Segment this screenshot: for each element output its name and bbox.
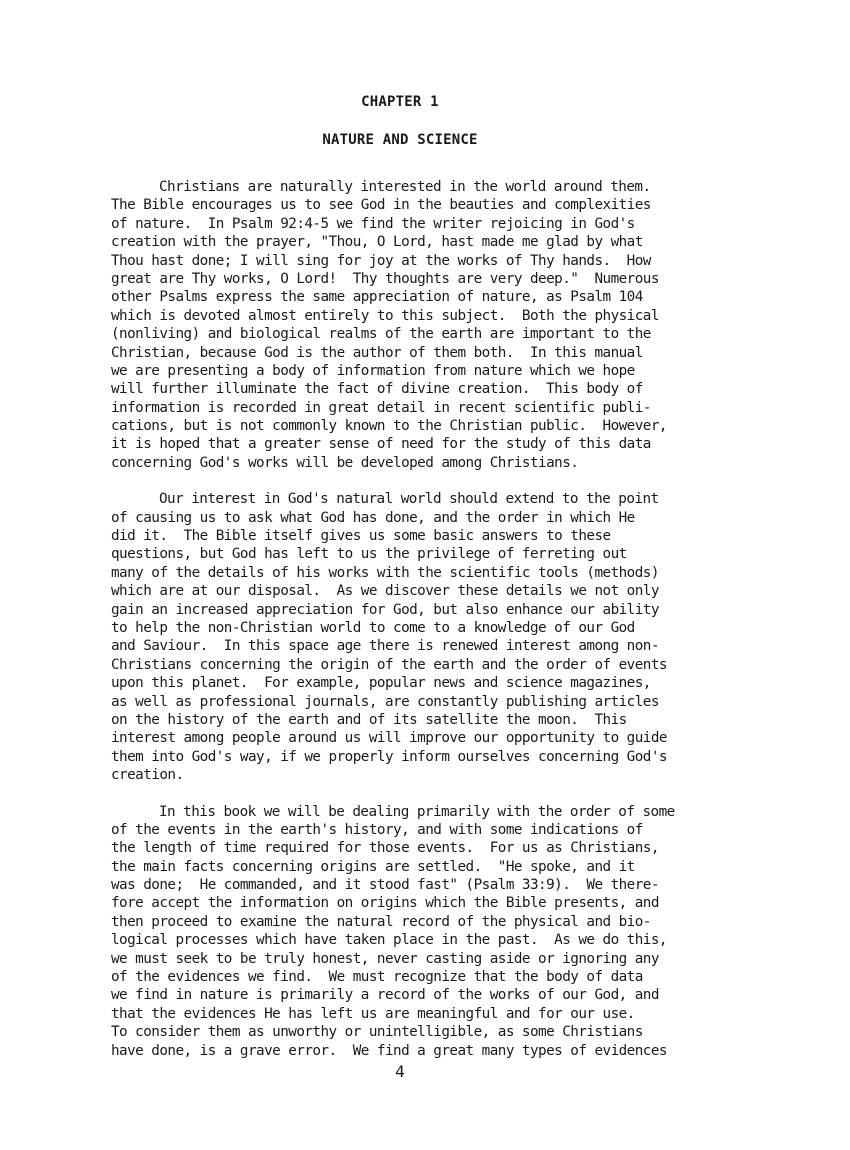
text-line: creation with the prayer, "Thou, O Lord, hast made me glad by what	[111, 234, 643, 251]
text-line: In this book we will be dealing primarily with the order of some	[159, 803, 675, 820]
paragraph-1	[111, 178, 751, 472]
text-line: we must seek to be truly honest, never casting aside or ignoring any	[111, 950, 659, 967]
text-line: we are presenting a body of information from nature which we hope	[111, 362, 635, 379]
chapter-heading: CHAPTER 1	[361, 94, 439, 110]
paragraph-2	[111, 490, 751, 784]
text-line: of causing us to ask what God has done, and the order in which He	[111, 509, 635, 526]
text-line: which is devoted almost entirely to this subject. Both the physical	[111, 307, 659, 324]
text-line: other Psalms express the same appreciation of nature, as Psalm 104	[111, 289, 643, 306]
text-line: information is recorded in great detail in recent scientific publi-	[111, 399, 651, 416]
text-line: (nonliving) and biological realms of the earth are important to the	[111, 326, 651, 343]
text-line: it is hoped that a greater sense of need for the study of this data	[111, 436, 651, 453]
text-line: logical processes which have taken place in the past. As we do this,	[111, 932, 667, 949]
text-line: we find in nature is primarily a record of the works of our God, and	[111, 987, 659, 1004]
text-line: of the evidences we find. We must recognize that the body of data	[111, 969, 643, 986]
text-line: concerning God's works will be developed among Christians.	[111, 454, 579, 471]
text-line: was done; He commanded, and it stood fast" (Psalm 33:9). We there-	[111, 877, 659, 894]
text-line: Christians concerning the origin of the earth and the order of events	[111, 656, 667, 673]
text-line: the length of time required for those events. For us as Christians,	[111, 840, 659, 857]
text-line: and Saviour. In this space age there is renewed interest among non-	[111, 638, 659, 655]
text-line: interest among people around us will improve our opportunity to guide	[111, 730, 667, 747]
text-line: questions, but God has left to us the privilege of ferreting out	[111, 546, 627, 563]
text-line: To consider them as unworthy or unintelligible, as some Christians	[111, 1024, 643, 1041]
text-line: gain an increased appreciation for God, but also enhance our ability	[111, 601, 659, 618]
text-line: great are Thy works, O Lord! Thy thoughts are very deep." Numerous	[111, 270, 659, 287]
text-line: have done, is a grave error. We find a great many types of evidences	[111, 1042, 667, 1059]
text-line: Our interest in God's natural world should extend to the point	[159, 491, 659, 508]
text-line: the main facts concerning origins are settled. "He spoke, and it	[111, 858, 635, 875]
text-line: to help the non-Christian world to come to a knowledge of our God	[111, 619, 635, 636]
text-line: The Bible encourages us to see God in the beauties and complexities	[111, 197, 651, 214]
text-line: as well as professional journals, are constantly publishing articles	[111, 693, 659, 710]
chapter-title: NATURE AND SCIENCE	[322, 132, 478, 148]
text-line: creation.	[111, 767, 184, 784]
text-line: on the history of the earth and of its satellite the moon. This	[111, 711, 627, 728]
text-line: cations, but is not commonly known to the Christian public. However,	[111, 418, 667, 435]
paragraph-3	[111, 803, 751, 1060]
text-line: of nature. In Psalm 92:4-5 we find the writer rejoicing in God's	[111, 215, 635, 232]
text-line: Christians are naturally interested in the world around them.	[159, 179, 651, 195]
text-line: did it. The Bible itself gives us some basic answers to these	[111, 528, 611, 545]
text-line: which are at our disposal. As we discover these details we not only	[111, 583, 659, 600]
text-line: fore accept the information on origins which the Bible presents, and	[111, 895, 659, 912]
body-text	[111, 178, 751, 1078]
text-line: of the events in the earth's history, and with some indications of	[111, 821, 643, 838]
text-line: many of the details of his works with the scientific tools (methods)	[111, 564, 659, 581]
text-line: will further illuminate the fact of divine creation. This body of	[111, 381, 643, 398]
text-line: Thou hast done; I will sing for joy at the works of Thy hands. How	[111, 252, 651, 269]
text-line: Christian, because God is the author of them both. In this manual	[111, 344, 643, 361]
text-line: them into God's way, if we properly inform ourselves concerning God's	[111, 748, 667, 765]
text-line: then proceed to examine the natural record of the physical and bio-	[111, 913, 651, 930]
page-number: 4	[395, 1062, 405, 1081]
text-line: upon this planet. For example, popular news and science magazines,	[111, 675, 651, 692]
text-line: that the evidences He has left us are meaningful and for our use.	[111, 1005, 635, 1022]
